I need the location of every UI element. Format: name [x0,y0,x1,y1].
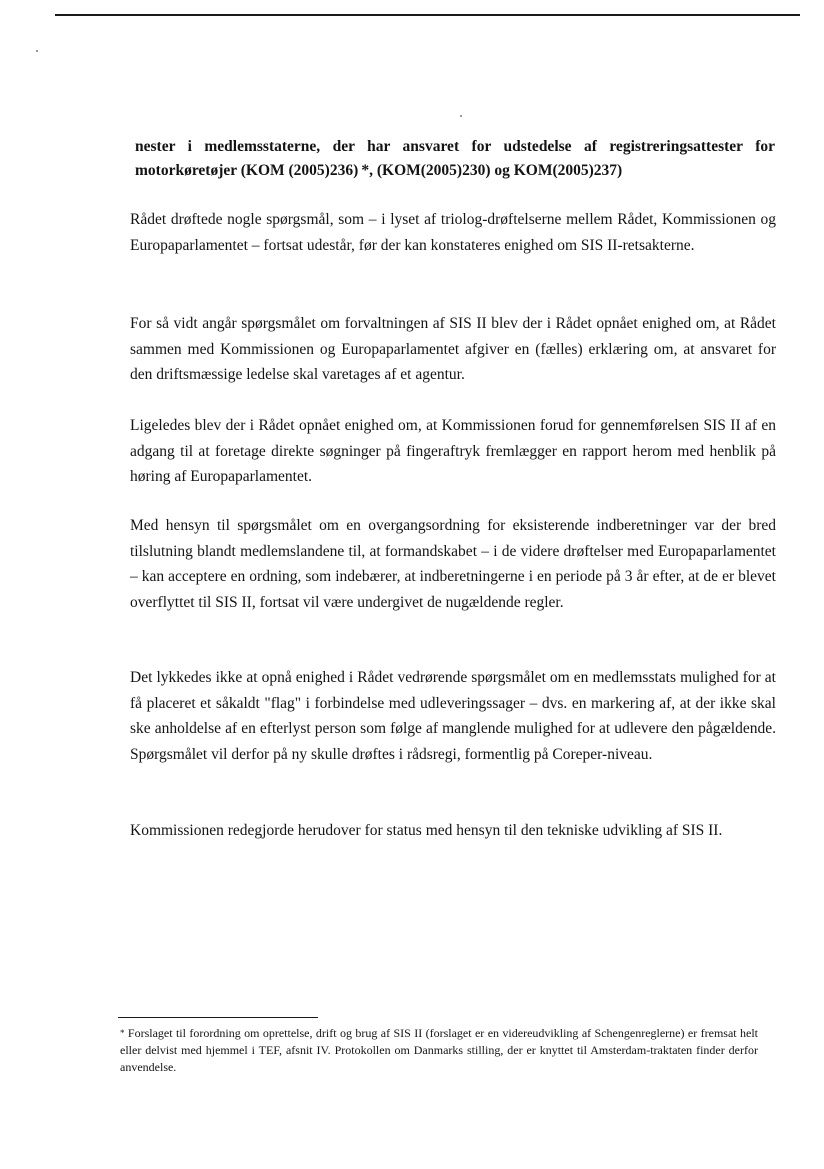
paragraph-6: Kommissionen redegjorde herudover for status med hensyn til den tekniske udvikling af SIS II. [130,822,723,839]
section-heading: nester i medlemsstaterne, der har ansvaret for udstedelse af registreringsattester for motorkøretøjer (KOM (2005)236) *, (KOM(2005)230) og KOM(2005)237) [135,138,775,179]
scan-speck [36,50,38,52]
paragraph-1: Rådet drøftede nogle spørgsmål, som – i lyset af triolog-drøftelserne mellem Rådet, Kommissionen og Europaparlamentet – fortsat udestår, før der kan konstateres enighed om SIS II-retsakterne. [130,211,776,254]
paragraph-5: Det lykkedes ikke at opnå enighed i Rådet vedrørende spørgsmålet om en medlemsstats mulighed for at få placeret et såkaldt "flag" i forbindelse med udleveringssager – dvs. en markering af, at der ikke skal ske anholdelse af en efterlyst person som følge af manglende mulighed for at udlevere den pågældende. Spørgsmålet vil derfor på ny skulle drøftes i rådsregi, formentlig på Coreper-niveau. [130,669,776,763]
paragraph-2: For så vidt angår spørgsmålet om forvaltningen af SIS II blev der i Rådet opnået enighed om, at Rådet sammen med Kommissionen og Europaparlamentet afgiver en (fælles) erklæring om, at ansvaret for den driftsmæssige ledelse skal varetages af et agentur. [130,315,776,383]
top-rule [55,14,800,16]
footnote [120,1025,758,1076]
paragraph-4: Med hensyn til spørgsmålet om en overgangsordning for eksisterende indberetninger var der bred tilslutning blandt medlemslandene til, at formandskabet – i de videre drøftelser med Europaparlamentet – kan acceptere en ordning, som indebærer, at indberetningerne i en periode på 3 år efter, at de er blevet overflyttet til SIS II, fortsat vil være undergivet de nugældende regler. [130,517,776,611]
scan-speck [460,115,462,117]
footnote-rule [118,1017,318,1018]
paragraph-3: Ligeledes blev der i Rådet opnået enighed om, at Kommissionen forud for gennemførelsen SIS II af en adgang til at foretage direkte søgninger på fingeraftryk fremlægger en rapport herom med henblik på høring af Europaparlamentet. [130,417,776,485]
footnote-marker: * [120,1028,125,1038]
footnote-text: Forslaget til forordning om oprettelse, drift og brug af SIS II (forslaget er en videreudvikling af Schengenreglerne) er fremsat helt eller delvist med hjemmel i TEF, afsnit IV. Protokollen om Danmarks stilling, der er knyttet til Amsterdam-traktaten finder derfor anvendelse. [120,1026,759,1074]
